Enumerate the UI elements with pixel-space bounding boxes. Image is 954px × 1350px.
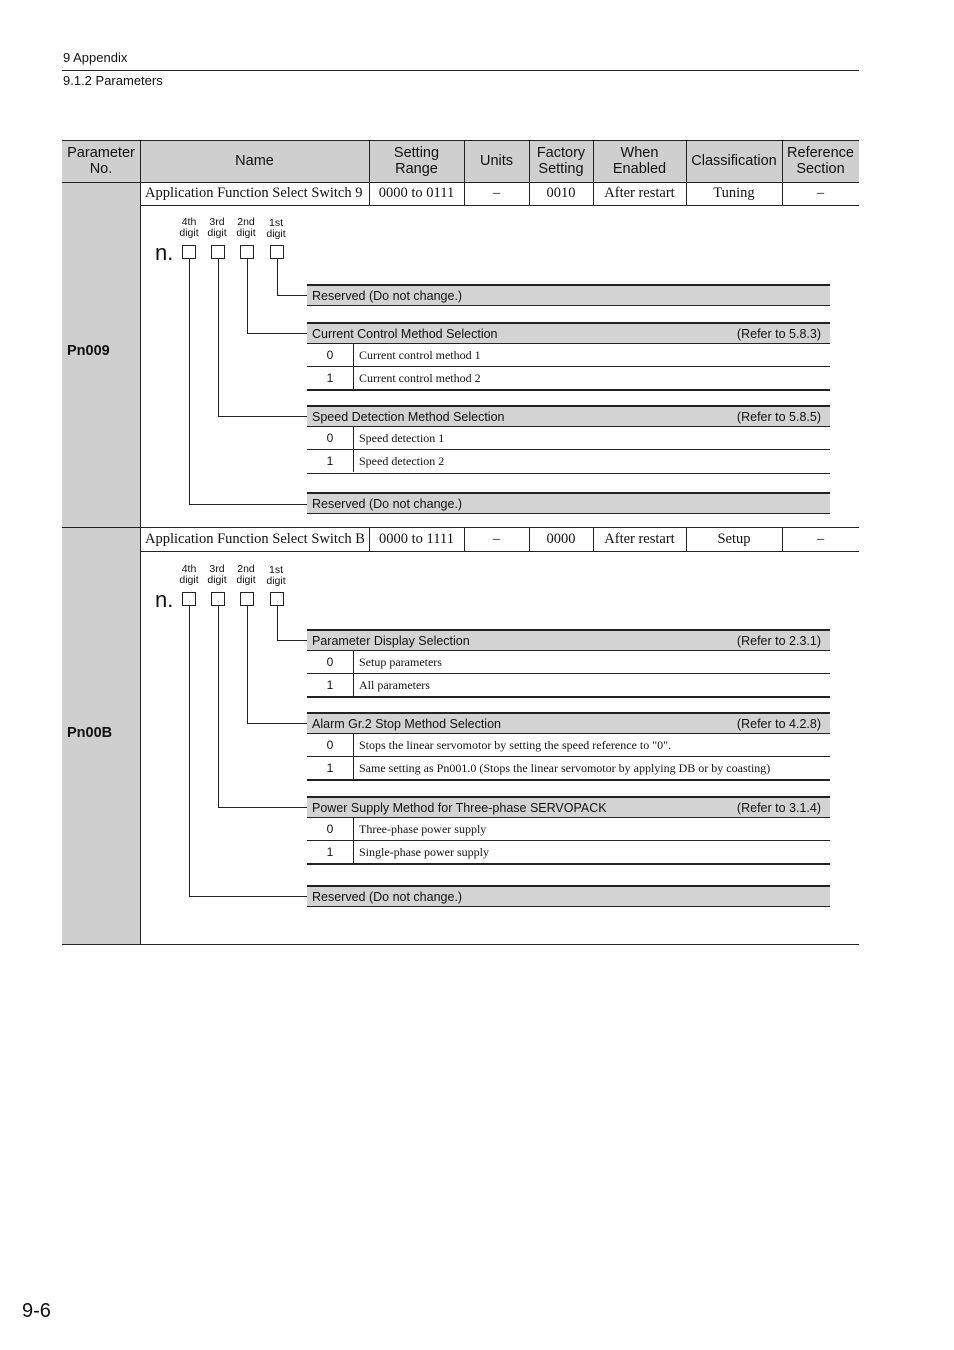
digit-label-1st xyxy=(263,565,289,587)
col-header-setting-range xyxy=(369,140,464,182)
col-header-setting-range-line2: Range xyxy=(395,161,438,177)
digit-label-4th xyxy=(176,217,202,239)
connector-line xyxy=(277,606,278,640)
col-header-param-no-line2: No. xyxy=(89,161,113,177)
option-value: 1 xyxy=(307,450,354,472)
col-header-param-no xyxy=(62,140,140,182)
digit-label-text: digit xyxy=(266,575,286,587)
option-value: 1 xyxy=(307,757,354,779)
param-no-pn009: Pn009 xyxy=(67,343,110,359)
table-rule xyxy=(782,527,783,551)
group-title: Reserved (Do not change.) xyxy=(312,288,463,303)
option-desc: Current control method 2 xyxy=(359,370,481,385)
option-row xyxy=(307,344,830,367)
digit-label-text: digit xyxy=(236,227,256,239)
option-desc: Speed detection 1 xyxy=(359,430,445,445)
digit-label-text: digit xyxy=(179,227,199,239)
col-header-factory-setting xyxy=(529,140,593,182)
col-header-reference-section xyxy=(782,140,859,182)
option-value: 0 xyxy=(307,734,354,756)
col-header-when-line2: Enabled xyxy=(612,161,667,177)
digit-label-3rd xyxy=(204,564,230,586)
digit-label-text: 4th xyxy=(181,216,197,228)
col-header-reference-line1: Reference xyxy=(787,145,854,161)
connector-line xyxy=(247,723,307,724)
param-name: Application Function Select Switch B xyxy=(145,531,365,547)
option-desc: Stops the linear servomotor by setting the speed reference to "0". xyxy=(359,737,672,752)
connector-line xyxy=(277,640,307,641)
param-factory: 0010 xyxy=(546,185,576,201)
col-header-when-line1: When xyxy=(620,145,659,161)
digit-box-3rd xyxy=(211,592,225,606)
table-rule xyxy=(593,140,594,205)
digit-box-2nd xyxy=(240,245,254,259)
param-prefix-n: n. xyxy=(155,240,174,265)
digit-box-4th xyxy=(182,245,196,259)
digit-label-3rd xyxy=(204,217,230,239)
digit-label-text: 1st xyxy=(268,564,283,576)
group-ref: (Refer to 4.2.8) xyxy=(736,716,821,731)
option-value: 0 xyxy=(307,427,354,449)
param-range: 0000 to 0111 xyxy=(378,185,455,201)
param-units: – xyxy=(492,185,501,201)
col-header-reference-line2: Section xyxy=(796,161,845,177)
digit-label-text: 4th xyxy=(181,563,197,575)
digit-box-3rd xyxy=(211,245,225,259)
table-rule xyxy=(686,140,687,205)
param-classification: Tuning xyxy=(713,185,755,201)
table-rule xyxy=(529,527,530,551)
table-rule xyxy=(782,140,783,205)
param-name: Application Function Select Switch 9 xyxy=(145,185,363,201)
digit-label-text: digit xyxy=(236,574,256,586)
group-band xyxy=(307,712,830,734)
param-range: 0000 to 1111 xyxy=(379,531,454,547)
digit-box-4th xyxy=(182,592,196,606)
digit-label-text: 2nd xyxy=(237,563,255,575)
group-band xyxy=(307,405,830,427)
group-band xyxy=(307,322,830,344)
group-band xyxy=(307,885,830,907)
param-prefix-n: n. xyxy=(155,587,174,612)
col-header-factory-line1: Factory xyxy=(536,145,586,161)
table-rule xyxy=(686,527,687,551)
digit-label-text: digit xyxy=(266,228,286,240)
connector-line xyxy=(247,606,248,723)
option-row xyxy=(307,818,830,841)
table-rule xyxy=(62,527,859,528)
table-rule xyxy=(62,140,859,141)
connector-line xyxy=(218,416,307,417)
group-ref: (Refer to 2.3.1) xyxy=(736,633,821,648)
option-value: 0 xyxy=(307,651,354,673)
connector-line xyxy=(277,259,278,295)
table-rule xyxy=(62,182,859,183)
option-row xyxy=(307,757,830,781)
option-desc: Current control method 1 xyxy=(359,347,481,362)
group-title: Parameter Display Selection xyxy=(312,633,470,648)
digit-label-2nd xyxy=(233,217,259,239)
connector-line xyxy=(247,259,248,333)
connector-line xyxy=(189,896,307,897)
option-desc: Three-phase power supply xyxy=(359,821,487,836)
digit-box-2nd xyxy=(240,592,254,606)
group-ref: (Refer to 3.1.4) xyxy=(736,800,821,815)
connector-line xyxy=(277,295,307,296)
option-value: 1 xyxy=(307,367,354,389)
group-band xyxy=(307,284,830,306)
connector-line xyxy=(218,606,219,807)
group-band xyxy=(307,796,830,818)
col-header-name: Name xyxy=(140,140,369,182)
digit-box-1st xyxy=(270,592,284,606)
digit-label-2nd xyxy=(233,564,259,586)
option-value: 1 xyxy=(307,841,354,863)
digit-label-text: digit xyxy=(207,574,227,586)
option-value: 0 xyxy=(307,344,354,366)
table-rule xyxy=(369,140,370,205)
table-rule xyxy=(140,205,859,206)
digit-label-text: digit xyxy=(179,574,199,586)
group-title: Reserved (Do not change.) xyxy=(312,889,463,904)
group-title: Alarm Gr.2 Stop Method Selection xyxy=(312,716,501,731)
option-desc: Setup parameters xyxy=(359,654,442,669)
table-rule xyxy=(593,527,594,551)
param-reference: – xyxy=(816,531,825,547)
section-heading: 9.1.2 Parameters xyxy=(63,73,163,88)
option-row xyxy=(307,651,830,674)
col-header-param-no-line1: Parameter xyxy=(67,145,135,161)
group-ref: (Refer to 5.8.3) xyxy=(736,326,821,341)
digit-label-text: 3rd xyxy=(209,563,225,575)
group-title: Current Control Method Selection xyxy=(312,326,498,341)
option-value: 0 xyxy=(307,818,354,840)
group-ref: (Refer to 5.8.5) xyxy=(736,409,821,424)
param-factory: 0000 xyxy=(546,531,576,547)
table-rule xyxy=(140,551,859,552)
connector-line xyxy=(247,333,307,334)
param-reference: – xyxy=(816,185,825,201)
option-row xyxy=(307,674,830,698)
group-band xyxy=(307,492,830,514)
digit-box-1st xyxy=(270,245,284,259)
col-header-factory-line2: Setting xyxy=(538,161,584,177)
param-enabled: After restart xyxy=(604,531,675,547)
col-header-when-enabled xyxy=(593,140,686,182)
option-desc: All parameters xyxy=(359,677,430,692)
table-rule xyxy=(464,140,465,205)
param-units: – xyxy=(492,531,501,547)
table-rule xyxy=(140,140,141,944)
param-no-pn00b: Pn00B xyxy=(67,725,113,741)
connector-line xyxy=(189,606,190,896)
digit-label-text: digit xyxy=(207,227,227,239)
page-number: 9-6 xyxy=(22,1300,51,1322)
digit-label-text: 3rd xyxy=(209,216,225,228)
option-row xyxy=(307,427,830,450)
option-desc: Same setting as Pn001.0 (Stops the linear servomotor by applying DB or by coasting) xyxy=(359,760,771,775)
header-rule xyxy=(62,70,859,71)
option-desc: Single-phase power supply xyxy=(359,844,489,859)
table-rule xyxy=(369,527,370,551)
digit-label-4th xyxy=(176,564,202,586)
digit-label-1st xyxy=(263,218,289,240)
connector-line xyxy=(218,807,307,808)
param-classification: Setup xyxy=(717,531,751,547)
col-header-classification: Classification xyxy=(686,140,782,182)
group-title: Reserved (Do not change.) xyxy=(312,496,463,511)
table-rule xyxy=(464,527,465,551)
option-desc: Speed detection 2 xyxy=(359,453,445,468)
option-row xyxy=(307,734,830,757)
col-header-units: Units xyxy=(464,140,529,182)
group-band xyxy=(307,629,830,651)
option-row xyxy=(307,450,830,474)
table-rule xyxy=(529,140,530,205)
param-enabled: After restart xyxy=(604,185,675,201)
connector-line xyxy=(189,504,307,505)
option-row xyxy=(307,367,830,391)
connector-line xyxy=(189,259,190,504)
digit-label-text: 1st xyxy=(268,217,283,229)
chapter-heading: 9 Appendix xyxy=(63,50,128,65)
group-title: Power Supply Method for Three-phase SERVOPACK xyxy=(312,800,607,815)
col-header-setting-range-line1: Setting xyxy=(393,145,440,161)
option-row xyxy=(307,841,830,865)
option-value: 1 xyxy=(307,674,354,696)
digit-label-text: 2nd xyxy=(237,216,255,228)
connector-line xyxy=(218,259,219,416)
group-title: Speed Detection Method Selection xyxy=(312,409,505,424)
table-rule xyxy=(62,944,859,945)
